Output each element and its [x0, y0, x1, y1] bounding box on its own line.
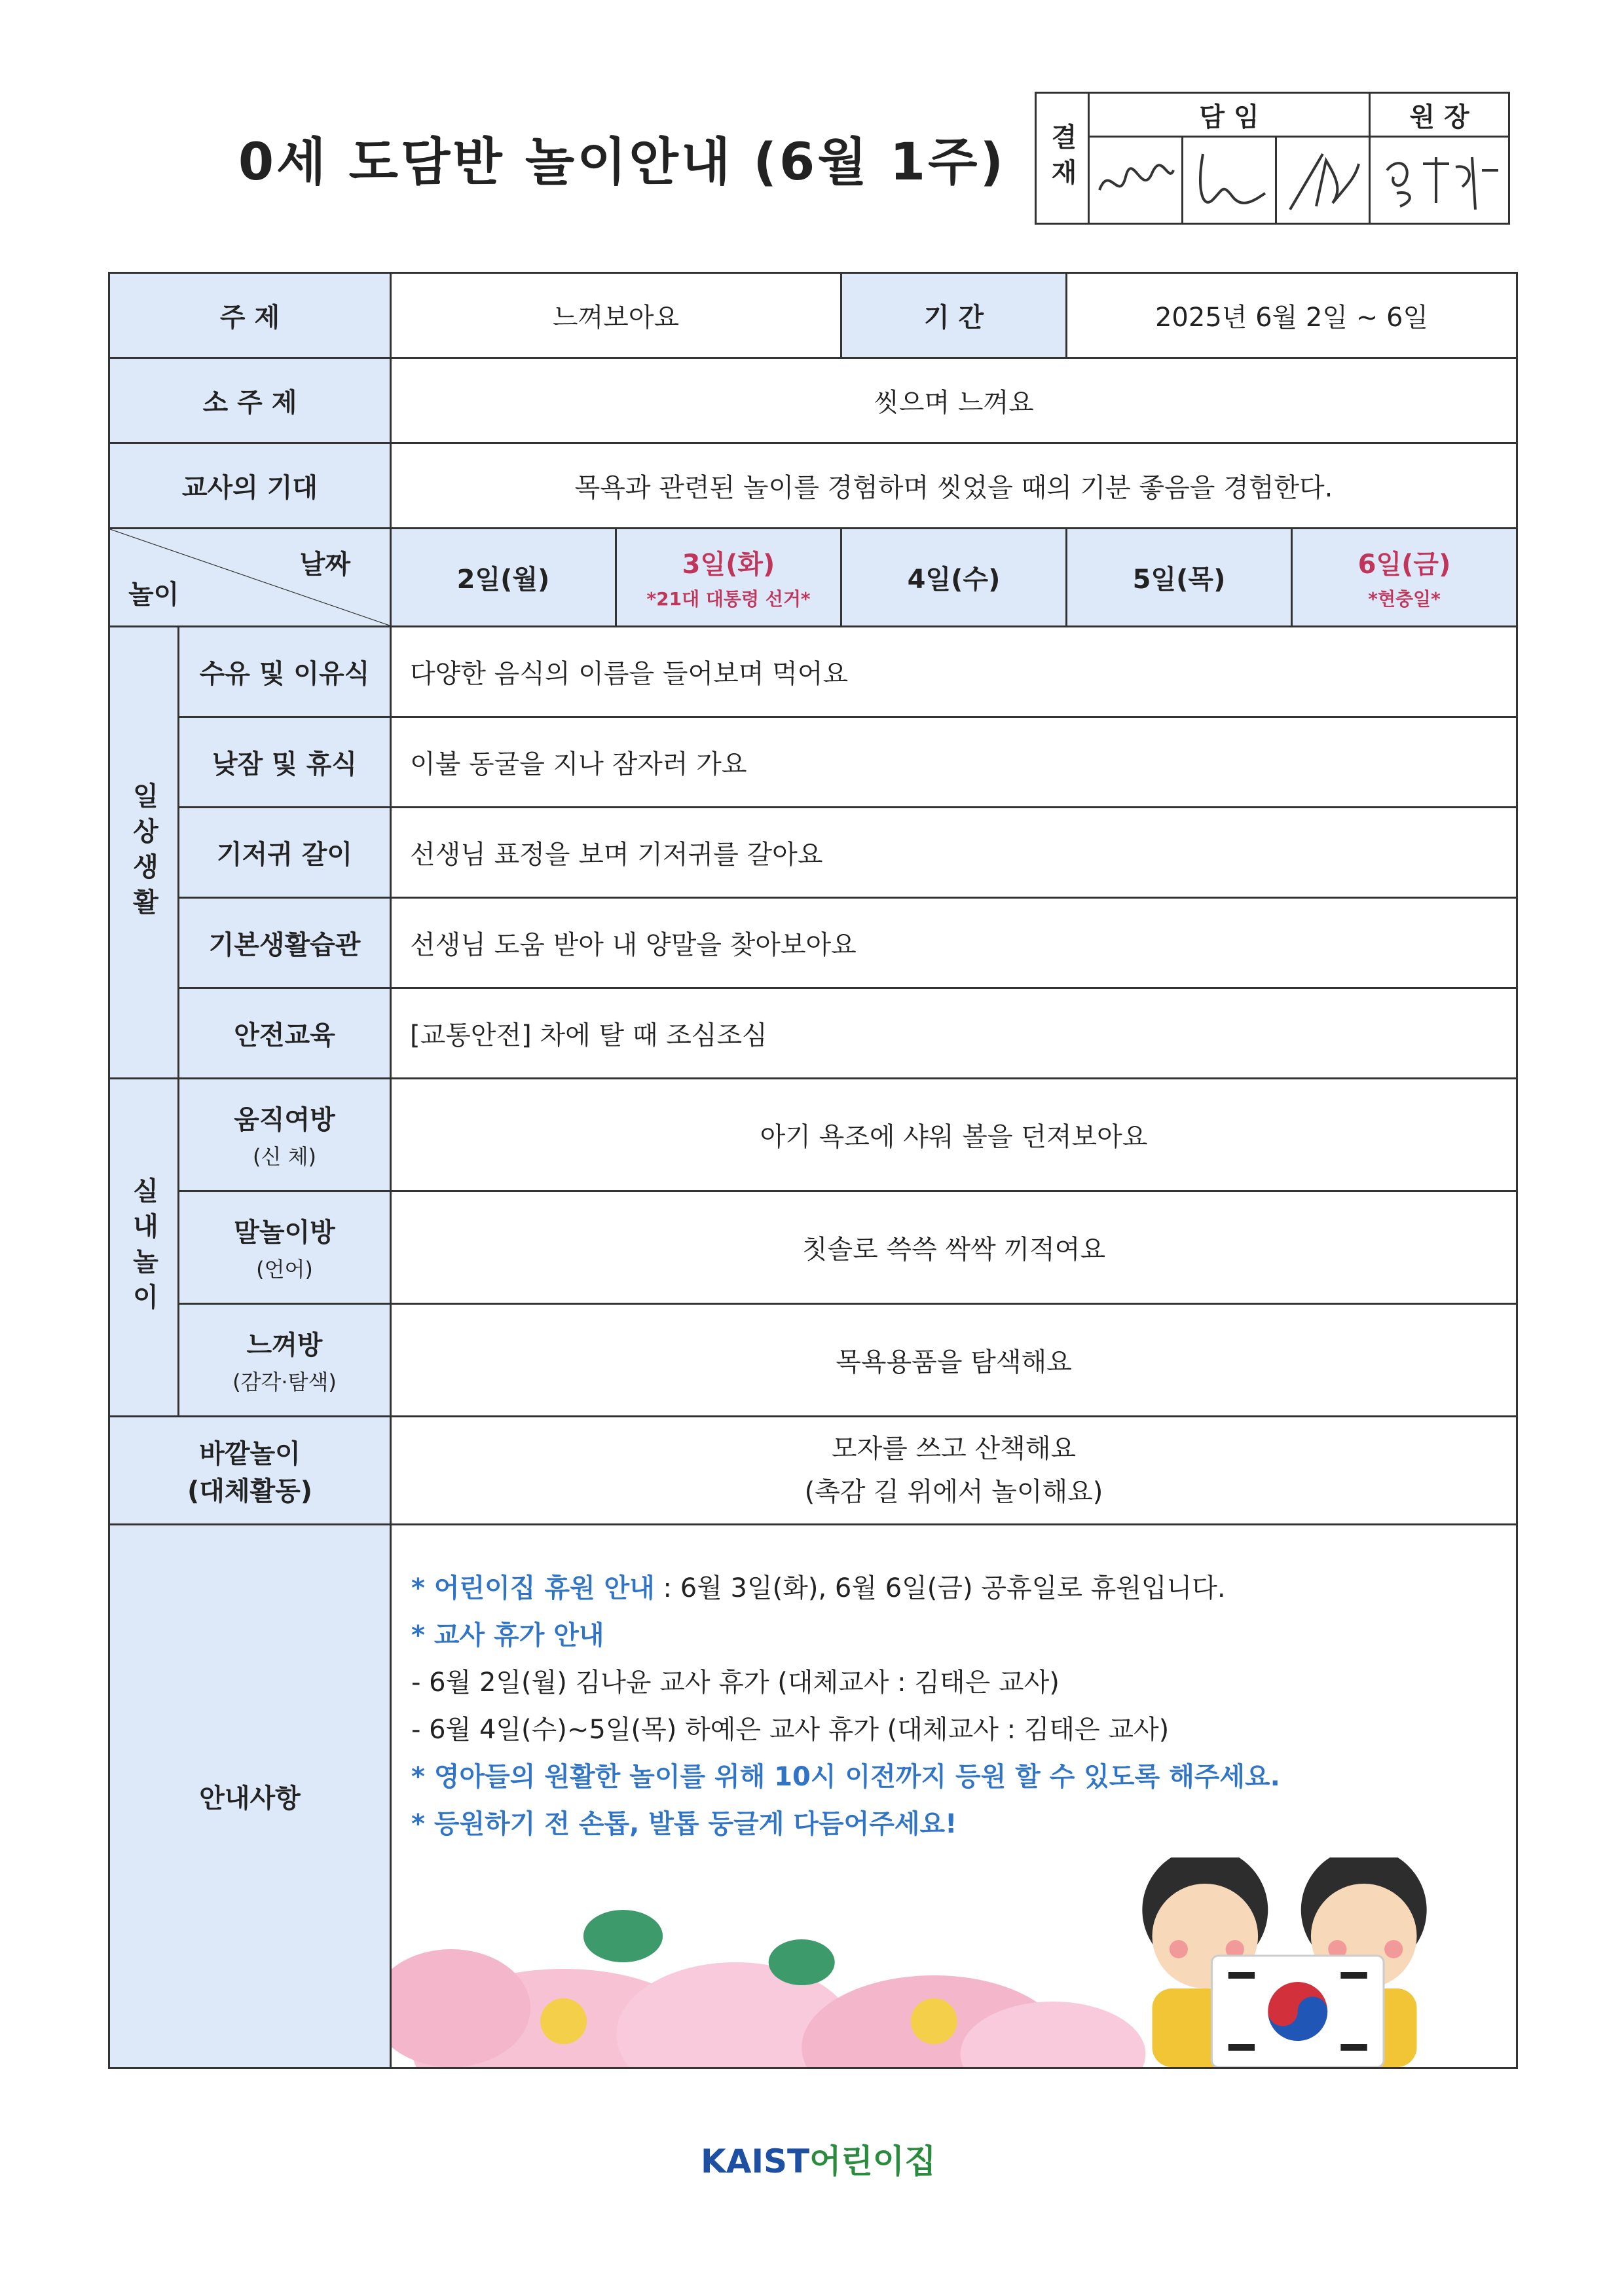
daily-row-name: 낮잠 및 휴식 [179, 717, 391, 808]
teacher-signature-2 [1183, 137, 1276, 224]
notice-nails: * 등원하기 전 손톱, 발톱 둥글게 다듬어주세요! [411, 1809, 957, 1839]
day-label: 2일(월) [456, 565, 550, 595]
daily-row-value: 선생님 표정을 보며 기저귀를 갈아요 [391, 808, 1517, 898]
room-name: 말놀이방 [234, 1218, 335, 1248]
plan-table [108, 272, 1518, 2069]
room-sub: (감각·탐색) [232, 1370, 337, 1394]
theme-value: 느껴보아요 [391, 273, 841, 358]
daily-row-name: 수유 및 이유식 [179, 627, 391, 717]
notice-closure-head: * 어린이집 휴원 안내 [411, 1573, 655, 1603]
expect-value: 목욕과 관련된 놀이를 경험하며 씻었을 때의 기분 좋음을 경험한다. [391, 443, 1517, 529]
theme-label: 주 제 [109, 273, 391, 358]
room-sub: (언어) [256, 1257, 313, 1282]
teacher-signature-1 [1089, 137, 1183, 224]
daily-row-value: [교통안전] 차에 탈 때 조심조심 [391, 988, 1517, 1079]
outdoor-label-2: (대체활동) [187, 1476, 313, 1506]
day-wed [841, 529, 1067, 627]
notice-vacation-head: * 교사 휴가 안내 [411, 1620, 604, 1651]
play-label: 놀이 [128, 580, 179, 610]
daily-row-value: 다양한 음식의 이름을 들어보며 먹어요 [391, 627, 1517, 717]
room-sub: (신 체) [253, 1144, 316, 1169]
notice-vacation-1: - 6월 2일(월) 김나윤 교사 휴가 (대체교사 : 김태은 교사) [411, 1668, 1060, 1698]
day-label: 3일(화) [682, 550, 775, 580]
notice-closure-body: : 6월 3일(화), 6월 6일(금) 공휴일로 휴원입니다. [654, 1573, 1226, 1603]
approval-side-label: 결재 [1036, 93, 1089, 224]
teacher-label: 담 임 [1089, 93, 1370, 137]
flower-kids-illustration [392, 1857, 1516, 2067]
period-value: 2025년 6월 2일 ~ 6일 [1067, 273, 1517, 358]
kaist-logo [701, 2135, 936, 2182]
logo-brand: KAIST [701, 2142, 810, 2180]
indoor-row-name [179, 1304, 391, 1417]
subtheme-value: 씻으며 느껴요 [391, 358, 1517, 443]
day-header-corner [109, 529, 391, 627]
page-title: 0세 도담반 놀이안내 (6월 1주) [238, 133, 1006, 192]
date-label: 날짜 [299, 550, 350, 580]
subtheme-label: 소 주 제 [109, 358, 391, 443]
outdoor-value-2: (촉감 길 위에서 놀이해요) [804, 1477, 1103, 1507]
period-label: 기 간 [841, 273, 1067, 358]
notice-closure [411, 1565, 1496, 1612]
day-tue [616, 529, 841, 627]
daily-row-name: 안전교육 [179, 988, 391, 1079]
director-signature [1370, 137, 1509, 224]
day-fri [1292, 529, 1517, 627]
daily-row-name: 기본생활습관 [179, 898, 391, 988]
expect-label: 교사의 기대 [109, 443, 391, 529]
indoor-row-name [179, 1191, 391, 1304]
daily-row-name: 기저귀 갈이 [179, 808, 391, 898]
daily-life-label: 일상생활 [109, 627, 179, 1079]
day-label: 5일(목) [1132, 565, 1226, 595]
indoor-row-value: 칫솔로 쓱쓱 싹싹 끼적여요 [391, 1191, 1517, 1304]
notice-content [391, 1525, 1517, 2068]
approval-box [1035, 92, 1510, 225]
indoor-row-value: 목욕용품을 탐색해요 [391, 1304, 1517, 1417]
outdoor-label-1: 바깥놀이 [199, 1439, 301, 1469]
day-label: 4일(수) [907, 565, 1001, 595]
room-name: 움직여방 [234, 1105, 335, 1135]
day-label: 6일(금) [1357, 550, 1451, 580]
notice-arrival-time: * 영아들의 원활한 놀이를 위해 10시 이전까지 등원 할 수 있도록 해주세요. [411, 1762, 1280, 1792]
day-mon [391, 529, 616, 627]
director-label: 원 장 [1370, 93, 1509, 137]
logo-name: 어린이집 [809, 2142, 936, 2180]
indoor-row-value: 아기 욕조에 샤워 볼을 던져보아요 [391, 1079, 1517, 1191]
teacher-signature-3 [1276, 137, 1370, 224]
indoor-row-name [179, 1079, 391, 1191]
outdoor-value-1: 모자를 쓰고 산책해요 [831, 1434, 1077, 1464]
day-note: *21대 대통령 선거* [646, 588, 811, 610]
day-thu [1067, 529, 1292, 627]
notice-vacation-2: - 6월 4일(수)~5일(목) 하예은 교사 휴가 (대체교사 : 김태은 교사) [411, 1715, 1170, 1745]
daily-row-value: 선생님 도움 받아 내 양말을 찾아보아요 [391, 898, 1517, 988]
outdoor-value [391, 1417, 1517, 1525]
outdoor-label [109, 1417, 391, 1525]
indoor-play-label: 실내놀이 [109, 1079, 179, 1417]
daily-row-value: 이불 동굴을 지나 잠자러 가요 [391, 717, 1517, 808]
notice-label: 안내사항 [109, 1525, 391, 2068]
room-name: 느껴방 [246, 1330, 323, 1360]
day-note: *현충일* [1368, 588, 1441, 610]
